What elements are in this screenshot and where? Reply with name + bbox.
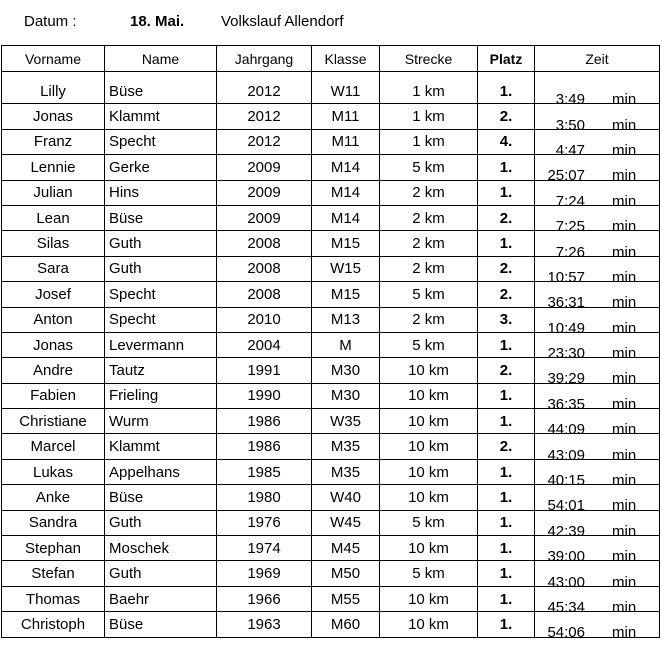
- cell-zeit: [535, 282, 660, 312]
- time-value: 10:49: [547, 319, 585, 337]
- cell-platz: 1.: [478, 383, 535, 408]
- cell-vorname: Lukas: [2, 459, 105, 484]
- cell-strecke: 5 km: [380, 155, 478, 180]
- cell-zeit: [535, 205, 660, 236]
- time-unit: min: [612, 573, 637, 591]
- time-unit: min: [612, 472, 637, 490]
- cell-strecke: 5 km: [380, 282, 478, 307]
- cell-vorname: Stefan: [2, 561, 105, 586]
- table-row: [2, 536, 660, 561]
- cell-name: Guth: [105, 510, 217, 535]
- cell-strecke: 10 km: [380, 358, 478, 383]
- cell-zeit: [535, 129, 660, 159]
- table-row: [2, 155, 660, 180]
- cell-jahrgang: 1976: [217, 510, 312, 535]
- time-value: 3:49: [555, 91, 585, 109]
- cell-platz: 2.: [478, 205, 535, 230]
- cell-name: Baehr: [105, 586, 217, 611]
- time-unit: min: [612, 345, 637, 363]
- cell-strecke: 1 km: [380, 129, 478, 154]
- cell-platz: 3.: [478, 307, 535, 332]
- cell-name: Appelhans: [105, 459, 217, 484]
- time-unit: min: [612, 599, 637, 616]
- event-date: 18. Mai.: [130, 13, 185, 30]
- time-value: 23:30: [547, 345, 585, 363]
- cell-name: Büse: [105, 485, 217, 510]
- table-row: [2, 561, 660, 586]
- cell-name: Tautz: [105, 358, 217, 383]
- cell-vorname: Lean: [2, 205, 105, 230]
- column-header-strecke: Strecke: [380, 46, 478, 72]
- time-unit: min: [612, 370, 637, 388]
- cell-zeit: [535, 383, 660, 413]
- table-row: [2, 332, 660, 357]
- cell-platz: 1.: [478, 561, 535, 586]
- cell-name: Specht: [105, 307, 217, 332]
- column-header-platz: Platz: [478, 46, 535, 72]
- cell-jahrgang: 2012: [217, 129, 312, 154]
- cell-jahrgang: 2010: [217, 307, 312, 332]
- cell-klasse: M14: [312, 180, 380, 205]
- cell-zeit: [535, 332, 660, 363]
- table-row: [2, 383, 660, 408]
- cell-platz: 4.: [478, 129, 535, 154]
- cell-zeit: [535, 612, 660, 642]
- cell-vorname: Christiane: [2, 409, 105, 434]
- cell-strecke: 2 km: [380, 205, 478, 230]
- cell-vorname: Sandra: [2, 510, 105, 535]
- column-header-name: Name: [105, 46, 217, 72]
- table-row: [2, 79, 660, 104]
- results-body: [2, 79, 660, 642]
- cell-name: Wurm: [105, 409, 217, 434]
- table-row: [2, 231, 660, 256]
- cell-jahrgang: 2004: [217, 332, 312, 357]
- cell-klasse: W11: [312, 79, 380, 104]
- cell-name: Guth: [105, 561, 217, 586]
- time-unit: min: [612, 319, 637, 337]
- time-unit: min: [612, 446, 637, 464]
- time-value: 25:07: [547, 167, 585, 185]
- cell-name: Levermann: [105, 332, 217, 357]
- cell-vorname: Sara: [2, 256, 105, 281]
- table-row: [2, 459, 660, 484]
- cell-strecke: 10 km: [380, 586, 478, 611]
- cell-zeit: [535, 231, 660, 261]
- time-unit: min: [612, 243, 637, 261]
- cell-zeit: [535, 409, 660, 439]
- cell-zeit: [535, 307, 660, 337]
- time-value: 7:24: [555, 192, 585, 210]
- cell-vorname: Julian: [2, 180, 105, 205]
- cell-klasse: M30: [312, 358, 380, 383]
- cell-name: Gerke: [105, 155, 217, 180]
- cell-name: Büse: [105, 205, 217, 230]
- time-unit: min: [612, 116, 637, 134]
- cell-strecke: 10 km: [380, 485, 478, 510]
- cell-platz: 2.: [478, 358, 535, 383]
- cell-klasse: W35: [312, 409, 380, 434]
- column-header-zeit: Zeit: [535, 46, 660, 72]
- table-row: [2, 485, 660, 510]
- cell-strecke: 2 km: [380, 231, 478, 256]
- table-row: [2, 612, 660, 637]
- results-table: [1, 45, 660, 642]
- cell-jahrgang: 1980: [217, 485, 312, 510]
- time-unit: min: [612, 421, 637, 439]
- cell-name: Büse: [105, 79, 217, 104]
- cell-vorname: Marcel: [2, 434, 105, 459]
- time-value: 43:00: [547, 573, 585, 591]
- cell-platz: 1.: [478, 485, 535, 510]
- cell-zeit: [535, 79, 660, 109]
- cell-jahrgang: 1966: [217, 586, 312, 611]
- time-unit: min: [612, 91, 637, 109]
- header-row: [2, 46, 660, 72]
- cell-strecke: 10 km: [380, 536, 478, 561]
- table-row: [2, 434, 660, 459]
- time-value: 39:00: [547, 548, 585, 566]
- cell-strecke: 1 km: [380, 79, 478, 104]
- cell-zeit: [535, 459, 660, 490]
- cell-vorname: Jonas: [2, 332, 105, 357]
- time-unit: min: [612, 294, 637, 312]
- cell-vorname: Stephan: [2, 536, 105, 561]
- cell-jahrgang: 1986: [217, 409, 312, 434]
- table-row: [2, 282, 660, 307]
- cell-strecke: 10 km: [380, 434, 478, 459]
- cell-strecke: 5 km: [380, 561, 478, 586]
- cell-jahrgang: 1986: [217, 434, 312, 459]
- cell-vorname: Jonas: [2, 104, 105, 129]
- cell-strecke: 10 km: [380, 459, 478, 484]
- time-value: 3:50: [555, 116, 585, 134]
- table-row: [2, 358, 660, 383]
- table-row: [2, 409, 660, 434]
- cell-jahrgang: 2012: [217, 104, 312, 129]
- cell-vorname: Anton: [2, 307, 105, 332]
- cell-vorname: Lennie: [2, 155, 105, 180]
- cell-jahrgang: 2008: [217, 231, 312, 256]
- cell-jahrgang: 1991: [217, 358, 312, 383]
- time-value: 7:26: [555, 243, 585, 261]
- time-value: 40:15: [547, 472, 585, 490]
- cell-jahrgang: 1990: [217, 383, 312, 408]
- cell-klasse: M15: [312, 231, 380, 256]
- cell-vorname: Christoph: [2, 612, 105, 637]
- cell-name: Büse: [105, 612, 217, 637]
- cell-jahrgang: 2008: [217, 282, 312, 307]
- cell-platz: 2.: [478, 282, 535, 307]
- cell-strecke: 10 km: [380, 383, 478, 408]
- cell-zeit: [535, 104, 660, 134]
- time-unit: min: [612, 548, 637, 566]
- cell-klasse: M13: [312, 307, 380, 332]
- time-unit: min: [612, 192, 637, 210]
- document-header: [0, 13, 662, 33]
- cell-platz: 1.: [478, 536, 535, 561]
- cell-strecke: 2 km: [380, 307, 478, 332]
- cell-vorname: Franz: [2, 129, 105, 154]
- cell-jahrgang: 1985: [217, 459, 312, 484]
- cell-name: Frieling: [105, 383, 217, 408]
- time-value: 43:09: [547, 446, 585, 464]
- cell-name: Klammt: [105, 104, 217, 129]
- table-row: [2, 256, 660, 281]
- cell-klasse: W45: [312, 510, 380, 535]
- cell-strecke: 10 km: [380, 612, 478, 637]
- cell-klasse: M11: [312, 129, 380, 154]
- cell-platz: 1.: [478, 612, 535, 637]
- cell-klasse: M14: [312, 155, 380, 180]
- cell-klasse: M15: [312, 282, 380, 307]
- cell-vorname: Silas: [2, 231, 105, 256]
- cell-name: Specht: [105, 282, 217, 307]
- cell-vorname: Lilly: [2, 79, 105, 104]
- spacer-row: [2, 72, 660, 80]
- time-unit: min: [612, 522, 637, 540]
- cell-jahrgang: 2009: [217, 155, 312, 180]
- cell-name: Moschek: [105, 536, 217, 561]
- cell-klasse: M11: [312, 104, 380, 129]
- cell-zeit: [535, 256, 660, 286]
- cell-zeit: [535, 586, 660, 616]
- cell-vorname: Fabien: [2, 383, 105, 408]
- time-value: 44:09: [547, 421, 585, 439]
- table-row: [2, 307, 660, 332]
- cell-klasse: W15: [312, 256, 380, 281]
- cell-platz: 1.: [478, 586, 535, 611]
- cell-klasse: M14: [312, 205, 380, 230]
- time-value: 42:39: [547, 522, 585, 540]
- cell-strecke: 5 km: [380, 510, 478, 535]
- cell-strecke: 1 km: [380, 104, 478, 129]
- cell-zeit: [535, 536, 660, 566]
- event-title: Volkslauf Allendorf: [221, 13, 344, 30]
- cell-strecke: 2 km: [380, 180, 478, 205]
- cell-jahrgang: 1963: [217, 612, 312, 637]
- time-value: 10:57: [547, 268, 585, 286]
- time-value: 54:01: [547, 497, 585, 515]
- cell-zeit: [535, 155, 660, 185]
- cell-platz: 1.: [478, 409, 535, 434]
- column-header-vorname: Vorname: [2, 46, 105, 72]
- column-header-klasse: Klasse: [312, 46, 380, 72]
- cell-platz: 1.: [478, 332, 535, 357]
- time-unit: min: [612, 497, 637, 515]
- cell-platz: 1.: [478, 510, 535, 535]
- time-value: 54:06: [547, 624, 585, 642]
- date-label: Datum :: [24, 13, 77, 30]
- cell-platz: 2.: [478, 104, 535, 129]
- time-unit: min: [612, 167, 637, 185]
- cell-platz: 1.: [478, 155, 535, 180]
- cell-zeit: [535, 510, 660, 540]
- cell-platz: 1.: [478, 180, 535, 205]
- table-row: [2, 104, 660, 129]
- cell-jahrgang: 1974: [217, 536, 312, 561]
- cell-zeit: [535, 561, 660, 591]
- cell-klasse: M35: [312, 459, 380, 484]
- cell-strecke: 10 km: [380, 409, 478, 434]
- cell-vorname: Josef: [2, 282, 105, 307]
- cell-platz: 1.: [478, 231, 535, 256]
- time-value: 7:25: [555, 218, 585, 236]
- cell-jahrgang: 2012: [217, 79, 312, 104]
- cell-platz: 2.: [478, 256, 535, 281]
- cell-vorname: Thomas: [2, 586, 105, 611]
- table-row: [2, 510, 660, 535]
- time-value: 36:35: [547, 395, 585, 413]
- time-unit: min: [612, 141, 637, 159]
- cell-zeit: [535, 434, 660, 464]
- cell-platz: 1.: [478, 79, 535, 104]
- table-row: [2, 129, 660, 154]
- cell-name: Guth: [105, 231, 217, 256]
- cell-klasse: W40: [312, 485, 380, 510]
- time-value: 39:29: [547, 370, 585, 388]
- table-row: [2, 205, 660, 230]
- cell-klasse: M50: [312, 561, 380, 586]
- cell-klasse: M45: [312, 536, 380, 561]
- cell-klasse: M35: [312, 434, 380, 459]
- cell-klasse: M60: [312, 612, 380, 637]
- cell-vorname: Anke: [2, 485, 105, 510]
- cell-vorname: Andre: [2, 358, 105, 383]
- cell-jahrgang: 2008: [217, 256, 312, 281]
- time-unit: min: [612, 395, 637, 413]
- time-value: 4:47: [555, 141, 585, 159]
- cell-jahrgang: 1969: [217, 561, 312, 586]
- cell-name: Guth: [105, 256, 217, 281]
- cell-name: Hins: [105, 180, 217, 205]
- cell-klasse: M30: [312, 383, 380, 408]
- table-row: [2, 586, 660, 611]
- time-unit: min: [612, 218, 637, 236]
- time-unit: min: [612, 624, 637, 642]
- cell-strecke: 5 km: [380, 332, 478, 357]
- cell-klasse: M55: [312, 586, 380, 611]
- table-row: [2, 180, 660, 205]
- cell-jahrgang: 2009: [217, 205, 312, 230]
- cell-zeit: [535, 485, 660, 515]
- cell-klasse: M: [312, 332, 380, 357]
- time-unit: min: [612, 268, 637, 286]
- cell-zeit: [535, 358, 660, 388]
- cell-name: Specht: [105, 129, 217, 154]
- cell-jahrgang: 2009: [217, 180, 312, 205]
- cell-platz: 1.: [478, 459, 535, 484]
- column-header-jahrgang: Jahrgang: [217, 46, 312, 72]
- time-value: 45:34: [547, 599, 585, 616]
- cell-strecke: 2 km: [380, 256, 478, 281]
- cell-zeit: [535, 180, 660, 210]
- time-value: 36:31: [547, 294, 585, 312]
- cell-name: Klammt: [105, 434, 217, 459]
- cell-platz: 2.: [478, 434, 535, 459]
